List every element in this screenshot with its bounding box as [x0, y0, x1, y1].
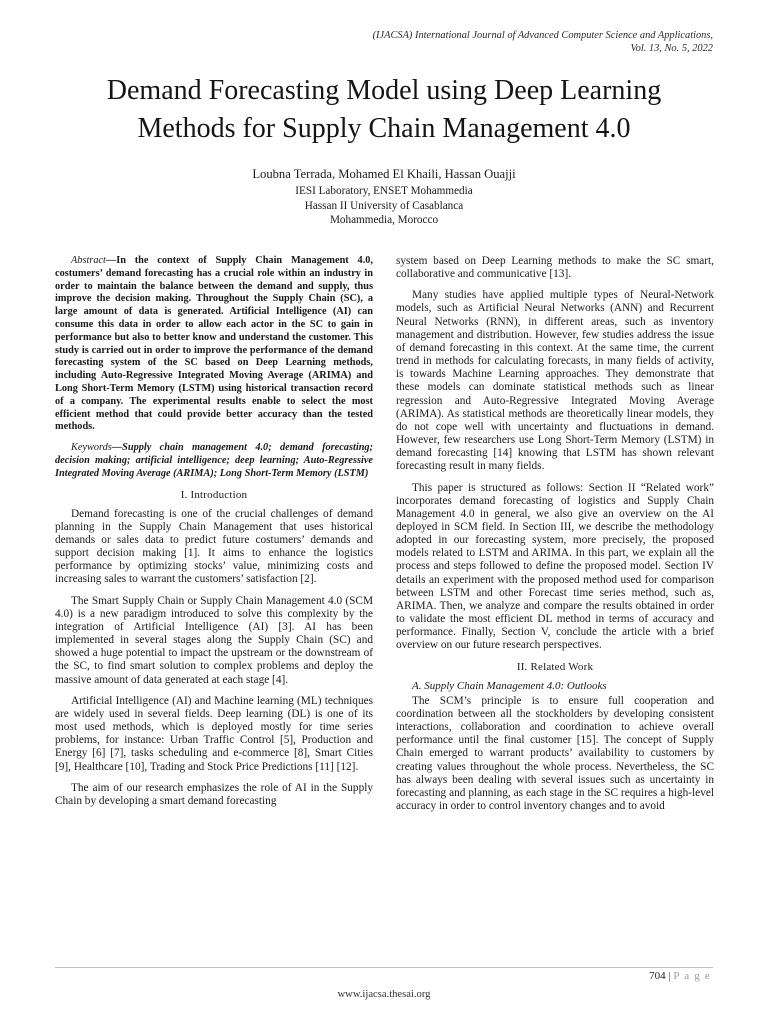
- journal-volume: Vol. 13, No. 5, 2022: [630, 43, 713, 54]
- page-number-separator: |: [665, 970, 674, 982]
- journal-website: www.ijacsa.thesai.org: [337, 989, 431, 1000]
- affiliation-location: Mohammedia, Morocco: [329, 214, 439, 226]
- page-word: P a g e: [673, 970, 711, 982]
- page-number-value: 704: [649, 970, 666, 982]
- affiliation-university: Hassan II University of Casablanca: [304, 199, 464, 212]
- journal-name: (IJACSA) International Journal of Advanced Computer Science and Applications,: [372, 30, 713, 41]
- intro-paragraph-1: Demand forecasting is one of the crucial challenges of demand planning in the Supply Chain Management that uses historical demands or sales data to predict future costumers’ demands and support decision making [1]. It aims to enhance the logistics performance by optimizing stocks’ value, minimizing costs and increasing sales to warrant the customers’ satisfaction [2].: [55, 507, 373, 586]
- subsection-heading-scm-outlooks: A. Supply Chain Management 4.0: Outlooks: [412, 679, 607, 692]
- intro-paragraph-3: Artificial Intelligence (AI) and Machine learning (ML) techniques are widely used in several fields. Deep learning (DL) is one of its most used methods, which is deployed mostly for time series problems, for instance: Urban Traffic Control [5], Production and Energy [6] [7], tasks scheduling and e-commerce [8], Smart Cities [9], Healthcare [10], Trading and Stock Price Predictions [11] [12].: [55, 694, 373, 773]
- paper-title: [40, 72, 728, 148]
- affiliation-lab: IESI Laboratory, ENSET Mohammedia: [295, 185, 473, 197]
- section-heading-introduction: I. Introduction: [180, 488, 248, 501]
- intro-paragraph-6: This paper is structured as follows: Section II “Related work” incorporates demand forecasting of logistics and Supply Chain Management 4.0 in general, we also give an overview on the AI deployed in SCM field. In Section III, we describe the methodology adopted in our forecasting system, more precisely, the proposed models related to LSTM and ARIMA. In this part, we explain all the process and steps followed to define the proposed model. Section IV details an experiment with the proposed method used for comparison between LSTM and other Forecast time series method, such as, ARIMA. Then, we analyze and compare the results obtained in order to validate the most efficient DL method in terms of accuracy and performance. Finally, Section V, conclude the article with a brief overview on our future research perspectives.: [396, 481, 714, 652]
- affiliation: [0, 184, 768, 228]
- abstract-text: —In the context of Supply Chain Management 4.0, costumers’ demand forecasting has a crucial role within an industry in order to maintain the balance between the demand and supply, thus improve the decision making. Throughout the Supply Chain (SC), a large amount of data is generated. Artificial Intelligence (AI) can consume this data in order to allow each actor in the SC to gain in performance but also to better know and understand the customer. This study is carried out in order to improve the performance of the demand forecasting system of the SC based on Deep Learning methods, including Auto-Regressive Integrated Moving Average (ARIMA) and Long Short-Term Memory (LSTM) using historical transaction record of a company. The experimental results enable to select the most efficient method that could provide better accuracy than the tested methods.: [55, 255, 373, 433]
- paper-title-line2: Methods for Supply Chain Management 4.0: [137, 113, 631, 144]
- author-list: Loubna Terrada, Mohamed El Khaili, Hassan Ouajji: [252, 167, 516, 181]
- left-column: [55, 255, 373, 816]
- keywords: [55, 442, 373, 480]
- abstract-label: Abstract: [71, 255, 106, 266]
- related-work-paragraph-1: The SCM’s principle is to ensure full cooperation and coordination between all the stockholders by developing consistent interactions, collaboration and coordination to achieve overall performance until the final customer [15]. The concept of Supply Chain emerged to warrant products’ availability to customers by creating values throughout the whole process. Nevertheless, the SC has always been dealing with several issues such as uncertainty in forecasting and planning, as each stage in the SC requires a high-level accuracy in order to control inventory changes and to avoid: [396, 694, 714, 813]
- intro-paragraph-4: The aim of our research emphasizes the role of AI in the Supply Chain by developing a smart demand forecasting: [55, 781, 373, 807]
- right-column: [396, 255, 714, 821]
- intro-paragraph-5: Many studies have applied multiple types of Neural-Network models, such as Artificial Neural Networks (ANN) and Recurrent Neural Networks (RNN), in different areas, such as inventory management and distribution. However, few studies address the issue of demand forecasting in this context. At the same time, the current trend in methods for calculating forecasts, in many fields of activity, is towards Machine Learning approaches. They demonstrate that these models can dominate statistical methods such as linear regression and Auto-Regressive Integrated Moving Average (ARIMA). As statistical methods are theoretically linear models, they do not cope well with uncertainty and fluctuations in demand. However, few researchers use Long Short-Term Memory (LSTM) in demand forecasting [14] knowing that LSTM has shown relevant forecasting result in many fields.: [396, 289, 714, 473]
- paper-title-line1: Demand Forecasting Model using Deep Learning: [106, 75, 662, 106]
- intro-paragraph-2: The Smart Supply Chain or Supply Chain Management 4.0 (SCM 4.0) is a new paradigm introduced to solve this complexity by the integration of Artificial Intelligence (AI) [3]. AI has been implemented in several stages along the Supply Chain (SC) and showed a huge potential to impact the upstream or the downstream of the SC, to find smart solution to complex problems and deploy the massive amount of data generated at each stage [4].: [55, 594, 373, 686]
- keywords-label: Keywords: [71, 442, 112, 454]
- section-heading-related-work: II. Related Work: [516, 660, 594, 673]
- abstract: [55, 255, 373, 434]
- keywords-text: —Supply chain management 4.0; demand forecasting; decision making; artificial intelligence; deep learning; Auto-Regressive Integrated Moving Average (ARIMA); Long Short-Term Memory (LSTM): [55, 442, 373, 479]
- intro-paragraph-4-continued: system based on Deep Learning methods to make the SC smart, collaborative and communicative [13].: [396, 255, 714, 281]
- page-number: [649, 970, 711, 982]
- footer-divider: [55, 967, 713, 968]
- journal-header: [373, 29, 713, 55]
